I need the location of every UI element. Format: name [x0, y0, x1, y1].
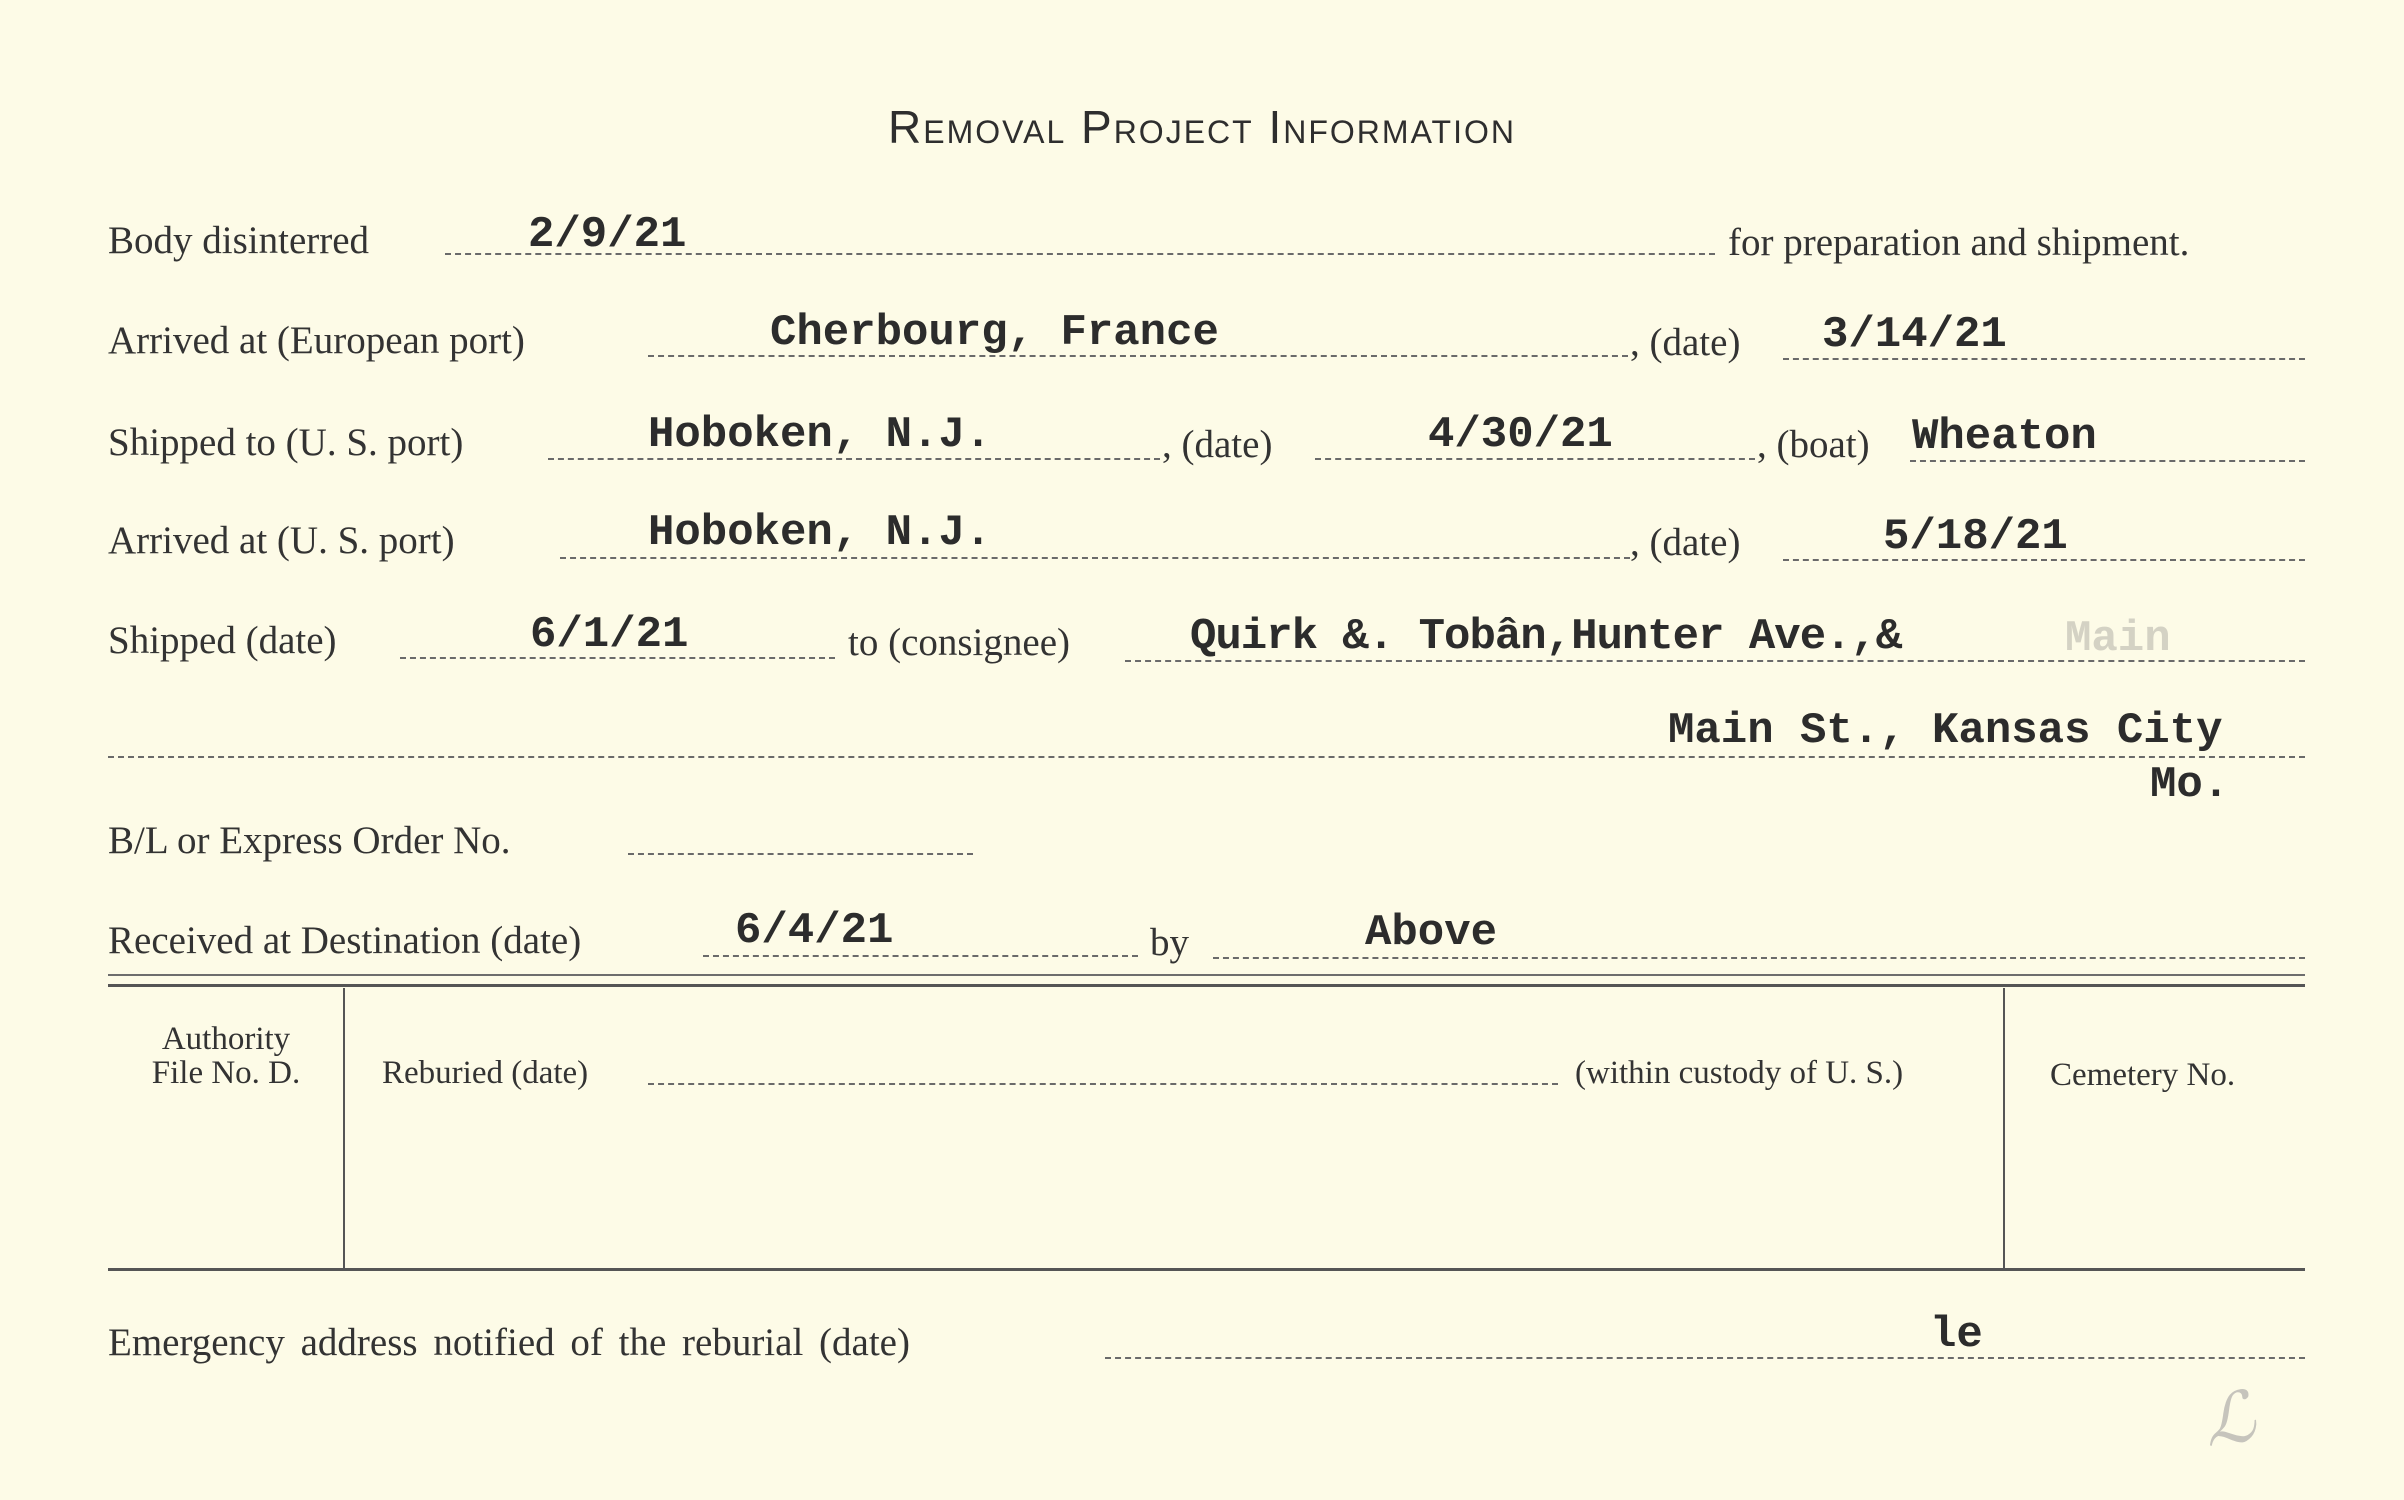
shipped-date: 6/1/21 [530, 610, 689, 660]
custody-label: (within custody of U. S.) [1575, 1055, 1904, 1091]
received-by-label: by [1150, 921, 1189, 964]
body-disinterred-label: Body disinterred [108, 219, 370, 262]
consignee-address: Main St., Kansas City [1668, 706, 2223, 756]
bl-order-line [628, 853, 973, 855]
consignee-continuation-line [108, 756, 2305, 758]
table-divider-right [2003, 988, 2005, 1270]
body-disinterred-date: 2/9/21 [528, 210, 687, 260]
consignee-state: Mo. [2150, 760, 2230, 810]
us-shipped-port-value: Hoboken, N.J. [648, 410, 992, 460]
pencil-initials-mark: ℒ [2198, 1374, 2260, 1464]
us-arrival-port-label: Arrived at (U. S. port) [108, 519, 455, 562]
us-arrival-port-value: Hoboken, N.J. [648, 508, 992, 558]
european-date-label: , (date) [1630, 321, 1741, 364]
table-bottom-rule [108, 1268, 2305, 1271]
authority-file-label: Authority File No. D. [151, 1021, 301, 1091]
table-top-rule-1 [108, 974, 2305, 976]
reburied-date-label: Reburied (date) [382, 1055, 589, 1091]
european-arrival-date: 3/14/21 [1822, 310, 2007, 360]
received-date: 6/4/21 [735, 906, 894, 956]
shipped-date-label: Shipped (date) [108, 619, 337, 662]
cemetery-no-label: Cemetery No. [2050, 1057, 2236, 1093]
table-top-rule-2 [108, 984, 2305, 987]
reburied-date-line [648, 1083, 1558, 1085]
boat-name: Wheaton [1912, 412, 2097, 462]
us-arrival-date: 5/18/21 [1883, 512, 2068, 562]
boat-label: , (boat) [1757, 423, 1870, 466]
european-port-label: Arrived at (European port) [108, 319, 525, 362]
emergency-notified-value: le [1930, 1310, 1983, 1360]
preparation-shipment-label: for preparation and shipment. [1728, 221, 2190, 264]
us-shipped-date: 4/30/21 [1428, 410, 1613, 460]
emergency-address-label: Emergency address notified of the reburial (date) [108, 1321, 910, 1364]
emergency-date-line [1105, 1357, 2305, 1359]
received-destination-label: Received at Destination (date) [108, 919, 582, 962]
us-arrival-date-label: , (date) [1630, 521, 1741, 564]
consignee-label: to (consignee) [848, 621, 1071, 664]
bl-order-label: B/L or Express Order No. [108, 819, 511, 862]
us-shipped-port-label: Shipped to (U. S. port) [108, 421, 464, 464]
european-port-value: Cherbourg, France [770, 308, 1219, 358]
form-title: Removal Project Information [888, 101, 1516, 153]
received-by: Above [1365, 908, 1498, 958]
us-shipped-date-label: , (date) [1162, 423, 1273, 466]
consignee-value: Quirk &. Tobân,Hunter Ave.,& [1190, 612, 1902, 662]
consignee-faint-text: Main [2065, 614, 2171, 664]
table-divider-left [343, 988, 345, 1268]
